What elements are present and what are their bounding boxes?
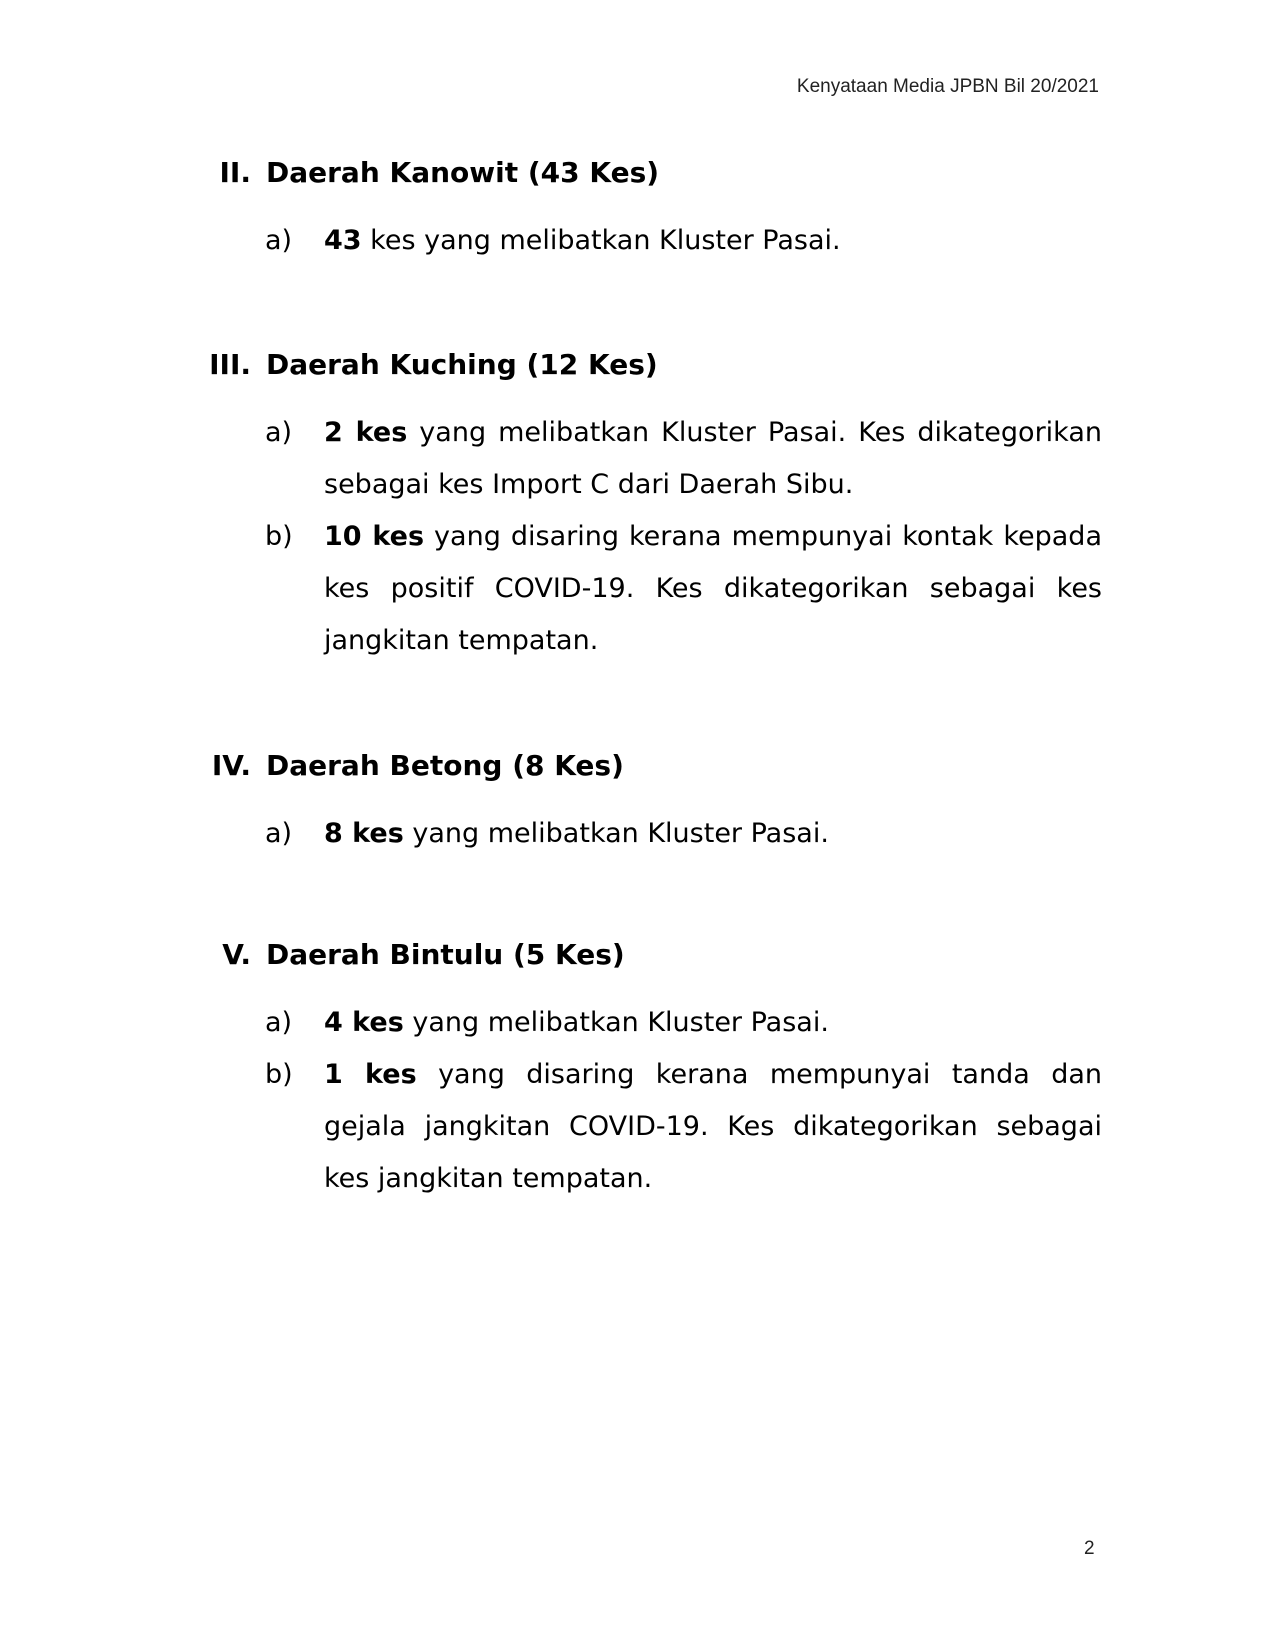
section-heading <box>0 153 1275 193</box>
section-title: Daerah Bintulu (5 Kes) <box>266 938 625 971</box>
item-label: b) <box>265 521 293 552</box>
item-text <box>324 215 1102 267</box>
item-body: yang disaring kerana mempunyai tanda dan gejala jangkitan COVID-19. Kes dikategorikan sebagai kes jangkitan tempatan. <box>324 1059 1102 1194</box>
item-text <box>324 511 1102 667</box>
section-numeral: II. <box>219 156 251 189</box>
item-lead: 8 kes <box>324 818 404 849</box>
item-text <box>324 1049 1102 1205</box>
page-number: 2 <box>1084 1538 1095 1559</box>
item-body: kes yang melibatkan Kluster Pasai. <box>361 225 841 256</box>
item-text <box>324 808 1102 860</box>
item-text <box>324 407 1102 511</box>
item-label: a) <box>265 1007 293 1038</box>
document-header: Kenyataan Media JPBN Bil 20/2021 <box>796 76 1099 97</box>
section-heading <box>0 746 1275 786</box>
section-numeral: IV. <box>211 749 251 782</box>
item-lead: 2 kes <box>324 417 408 448</box>
item-lead: 1 kes <box>324 1059 417 1090</box>
item-body: yang melibatkan Kluster Pasai. Kes dikategorikan sebagai kes Import C dari Daerah Sibu. <box>324 417 1102 500</box>
item-body: yang melibatkan Kluster Pasai. <box>403 1007 829 1038</box>
item-label: a) <box>265 225 293 256</box>
section-heading <box>0 345 1275 385</box>
item-label: a) <box>265 417 293 448</box>
item-label: a) <box>265 818 293 849</box>
section-numeral: V. <box>222 938 251 971</box>
item-lead: 10 kes <box>324 521 425 552</box>
section-title: Daerah Kanowit (43 Kes) <box>266 156 660 189</box>
item-lead: 43 <box>324 225 362 256</box>
item-text <box>324 997 1102 1049</box>
section-numeral: III. <box>209 348 251 381</box>
section-heading <box>0 935 1275 975</box>
item-label: b) <box>265 1059 293 1090</box>
item-body: yang melibatkan Kluster Pasai. <box>403 818 829 849</box>
item-lead: 4 kes <box>324 1007 404 1038</box>
section-title: Daerah Betong (8 Kes) <box>266 749 624 782</box>
item-body: yang disaring kerana mempunyai kontak kepada kes positif COVID-19. Kes dikategorikan sebagai kes jangkitan tempatan. <box>324 521 1102 656</box>
section-title: Daerah Kuching (12 Kes) <box>266 348 658 381</box>
